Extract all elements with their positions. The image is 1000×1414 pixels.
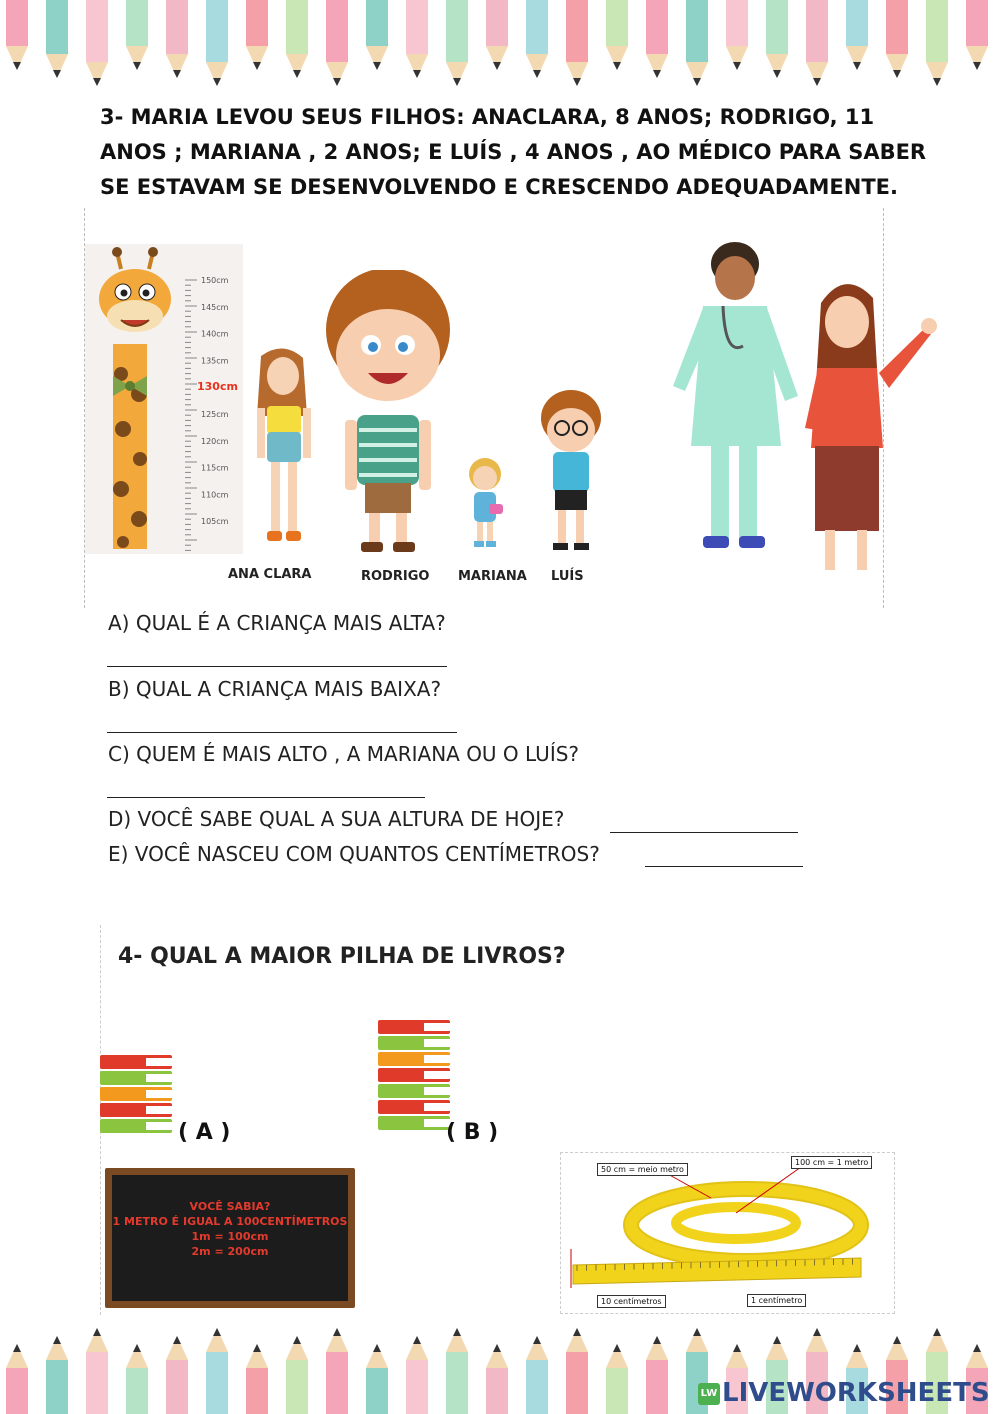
tape-label-one-cm: 1 centímetro [747,1294,806,1307]
liveworksheets-icon: LW [698,1383,720,1405]
chalk-line-4: 2m = 200cm [191,1245,269,1258]
pencil-border-top [0,0,1000,95]
answer-line-b[interactable] [107,732,457,733]
giraffe-height-chart [85,244,245,554]
question-a: A) QUAL É A CRIANÇA MAIS ALTA? [108,611,446,635]
doctor-figure [663,236,803,566]
ruler-tick-label: 120cm [201,436,229,446]
chalkboard [105,1168,355,1308]
liveworksheets-logo[interactable] [698,1378,990,1408]
tape-label-ten-cm: 10 centímetros [597,1295,666,1308]
mother-figure [797,278,937,578]
pencils-top-illustration [0,0,1000,95]
ruler-tick-label: 135cm [201,356,229,366]
answer-line-e[interactable] [645,866,803,867]
question-e: E) VOCÊ NASCEU COM QUANTOS CENTÍMETROS? [108,842,600,866]
tape-measure-graphic [561,1153,894,1313]
tape-label-one-meter: 100 cm = 1 metro [791,1156,872,1169]
rodrigo-figure [313,270,463,560]
ruler-tick-label: 145cm [201,302,229,312]
chalk-line-2: 1 METRO É IGUAL A 100CENTÍMETROS [112,1215,348,1228]
label-rodrigo: RODRIGO [361,569,430,584]
book-stack-a[interactable] [100,1055,180,1140]
answer-line-a[interactable] [107,666,447,667]
option-a-label[interactable]: ( A ) [178,1120,231,1145]
chalkboard-text [112,1175,348,1301]
ruler-tick-label: 105cm [201,517,229,527]
answer-line-c[interactable] [107,797,425,798]
label-ana-clara: ANA CLARA [228,567,312,582]
option-b-label[interactable]: ( B ) [446,1120,499,1145]
ruler-tick-label: 150cm [201,276,229,285]
ruler-tick-label: 140cm [201,329,229,339]
mariana-figure [455,456,515,556]
chalk-line-1: VOCÊ SABIA? [189,1200,271,1213]
luis-figure [533,388,609,558]
label-mariana: MARIANA [458,569,527,584]
ruler-tick-label: 125cm [201,410,229,419]
answer-line-d[interactable] [610,832,798,833]
ana-clara-figure [243,346,323,556]
tape-label-half-meter: 50 cm = meio metro [597,1163,688,1176]
question-c: C) QUEM É MAIS ALTO , A MARIANA OU O LUÍS? [108,742,580,766]
label-luis: LUÍS [551,569,584,584]
tape-measure-illustration [560,1152,895,1314]
chalk-line-3: 1m = 100cm [191,1230,269,1243]
liveworksheets-name: LIVEWORKSHEETS [722,1378,990,1408]
question-3-text: 3- MARIA LEVOU SEUS FILHOS: ANACLARA, 8 ANOS; RODRIGO, 11 ANOS ; MARIANA , 2 ANOS; E LUÍS , 4 ANOS , AO MÉDICO PARA SABER SE ESTAVAM SE DESENVOLVENDO E CRESCENDO ADEQUADAMENTE. [100,105,927,199]
ruler-tick-label: 115cm [201,463,229,473]
ruler-tick-label: 110cm [201,490,229,500]
ruler-tick-label: 130cm [197,380,238,394]
question-b: B) QUAL A CRIANÇA MAIS BAIXA? [108,677,442,701]
height-illustration [84,208,884,608]
question-4-title: 4- QUAL A MAIOR PILHA DE LIVROS? [118,944,566,969]
question-d: D) VOCÊ SABE QUAL A SUA ALTURA DE HOJE? [108,807,565,831]
